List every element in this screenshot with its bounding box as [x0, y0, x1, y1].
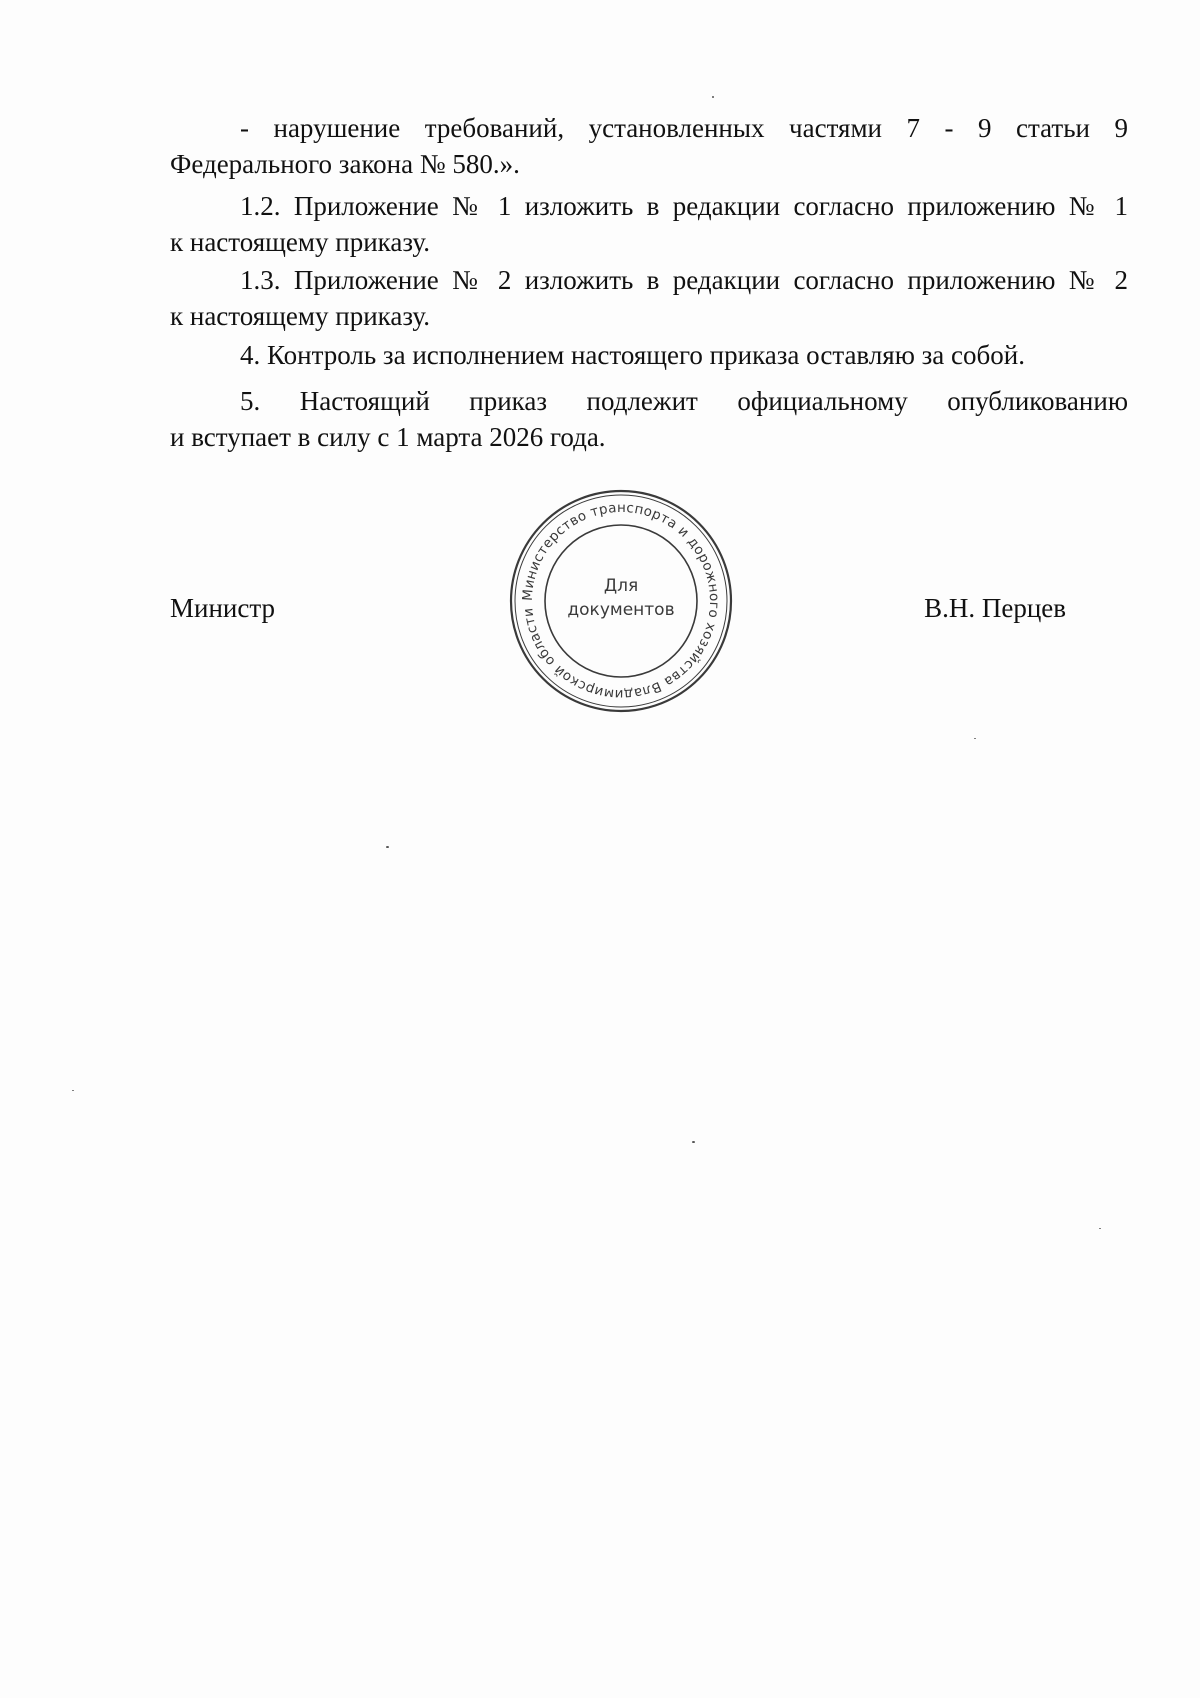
- paragraph-violation: [170, 110, 1128, 182]
- paragraph-line: 4. Контроль за исполнением настоящего приказа оставляю за собой.: [240, 340, 1025, 370]
- scan-speck: [712, 96, 714, 98]
- scan-speck: [386, 846, 389, 848]
- seal-center-line1: Для: [603, 576, 639, 596]
- signatory-title: Министр: [170, 593, 275, 623]
- paragraph-line: к настоящему приказу.: [170, 227, 430, 257]
- seal-ring-text: Министерство транспорта и дорожного хозяйства Владимирской области: [519, 499, 723, 703]
- paragraph-line: и вступает в силу с 1 марта 2026 года.: [170, 422, 606, 452]
- scan-speck: [692, 1141, 695, 1143]
- paragraph-line: к настоящему приказу.: [170, 301, 430, 331]
- paragraph-5: [170, 383, 1128, 455]
- scan-speck: [1099, 1228, 1101, 1229]
- paragraph-4: [170, 337, 1128, 373]
- seal-center-line2: документов: [567, 600, 675, 620]
- paragraph-line: 1.2. Приложение № 1 изложить в редакции согласно приложению № 1: [240, 191, 1128, 221]
- scan-speck: [72, 1090, 74, 1091]
- scan-speck: [974, 738, 976, 739]
- paragraph-line: 5. Настоящий приказ подлежит официальному опубликованию: [240, 386, 1128, 416]
- official-seal: [505, 485, 737, 717]
- paragraph-1-3: [170, 262, 1128, 334]
- paragraph-line: - нарушение требований, установленных частями 7 - 9 статьи 9: [240, 113, 1128, 143]
- paragraph-line: Федерального закона № 580.».: [170, 149, 520, 179]
- paragraph-1-2: [170, 188, 1128, 260]
- signatory-name: В.Н. Перцев: [924, 593, 1066, 623]
- paragraph-line: 1.3. Приложение № 2 изложить в редакции согласно приложению № 2: [240, 265, 1128, 295]
